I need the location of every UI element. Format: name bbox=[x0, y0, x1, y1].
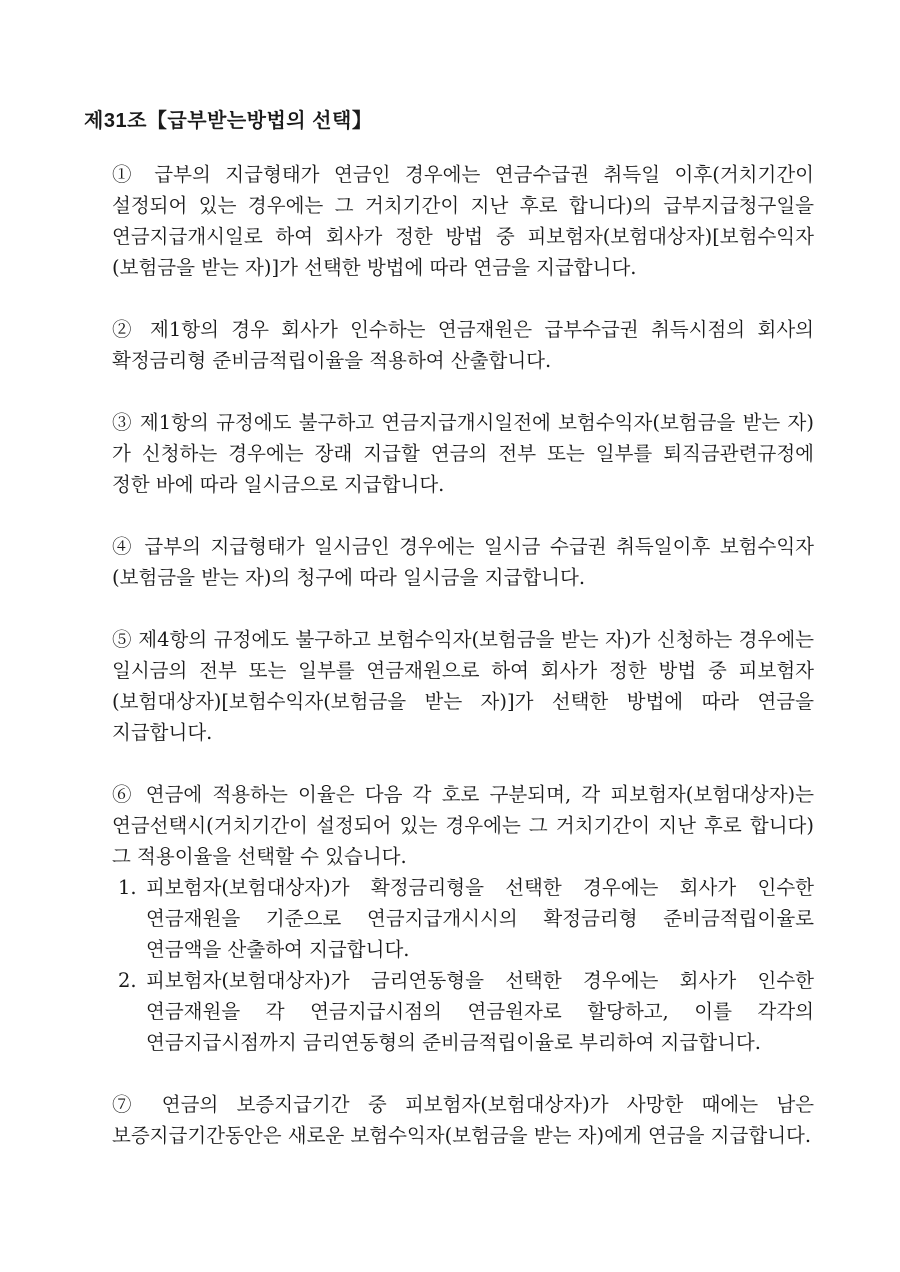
list-item-number: 1. bbox=[118, 876, 137, 899]
article-title: 제31조【급부받는방법의 선택】 bbox=[84, 110, 373, 132]
paragraph-3: ③ 제1항의 규정에도 불구하고 연금지급개시일전에 보험수익자(보험금을 받는 자)가 신청하는 경우에는 장래 지급할 연금의 전부 또는 일부를 퇴직금관련규정에 정한 바에 따라 일시금으로 지급합니다. bbox=[112, 411, 814, 496]
paragraph-7: ⑦ 연금의 보증지급기간 중 피보험자(보험대상자)가 사망한 때에는 남은 보증지급기간동안은 새로운 보험수익자(보험금을 받는 자)에게 연금을 지급합니다. bbox=[112, 1093, 814, 1147]
list-item bbox=[112, 872, 814, 965]
paragraph-5: ⑤ 제4항의 규정에도 불구하고 보험수익자(보험금을 받는 자)가 신청하는 경우에는 일시금의 전부 또는 일부를 연금재원으로 하여 회사가 정한 방법 중 피보험자(보험대상자)[보험수익자(보험금을 받는 자)]가 선택한 방법에 따라 연금을 지급합니다. bbox=[112, 628, 814, 744]
paragraph-1: ① 급부의 지급형태가 연금인 경우에는 연금수급권 취득일 이후(거치기간이 설정되어 있는 경우에는 그 거치기간이 지난 후로 합니다)의 급부지급청구일을 연금지급개시일로 하여 회사가 정한 방법 중 피보험자(보험대상자)[보험수익자(보험금을 받는 자)]가 선택한 방법에 따라 연금을 지급합니다. bbox=[112, 163, 814, 279]
list-item-text: 피보험자(보험대상자)가 확정금리형을 선택한 경우에는 회사가 인수한 연금재원을 기준으로 연금지급개시시의 확정금리형 준비금적립이율로 연금액을 산출하여 지급합니다. bbox=[146, 876, 814, 961]
list-item-number: 2. bbox=[118, 969, 137, 992]
paragraph-4: ④ 급부의 지급형태가 일시금인 경우에는 일시금 수급권 취득일이후 보험수익자(보험금을 받는 자)의 청구에 따라 일시금을 지급합니다. bbox=[112, 535, 814, 589]
paragraph-6: ⑥ 연금에 적용하는 이율은 다음 각 호로 구분되며, 각 피보험자(보험대상자)는 연금선택시(거치기간이 설정되어 있는 경우에는 그 거치기간이 지난 후로 합니다) 그 적용이율을 선택할 수 있습니다. bbox=[112, 783, 814, 868]
list-item bbox=[112, 965, 814, 1058]
list-item-text: 피보험자(보험대상자)가 금리연동형을 선택한 경우에는 회사가 인수한 연금재원을 각 연금지급시점의 연금원자로 할당하고, 이를 각각의 연금지급시점까지 금리연동형의 준비금적립이율로 부리하여 지급합니다. bbox=[146, 969, 814, 1054]
article-body bbox=[112, 159, 814, 1182]
paragraph-2: ② 제1항의 경우 회사가 인수하는 연금재원은 급부수급권 취득시점의 회사의 확정금리형 준비금적립이율을 적용하여 산출합니다. bbox=[112, 318, 814, 372]
paragraph-6-item-list bbox=[112, 872, 814, 1058]
